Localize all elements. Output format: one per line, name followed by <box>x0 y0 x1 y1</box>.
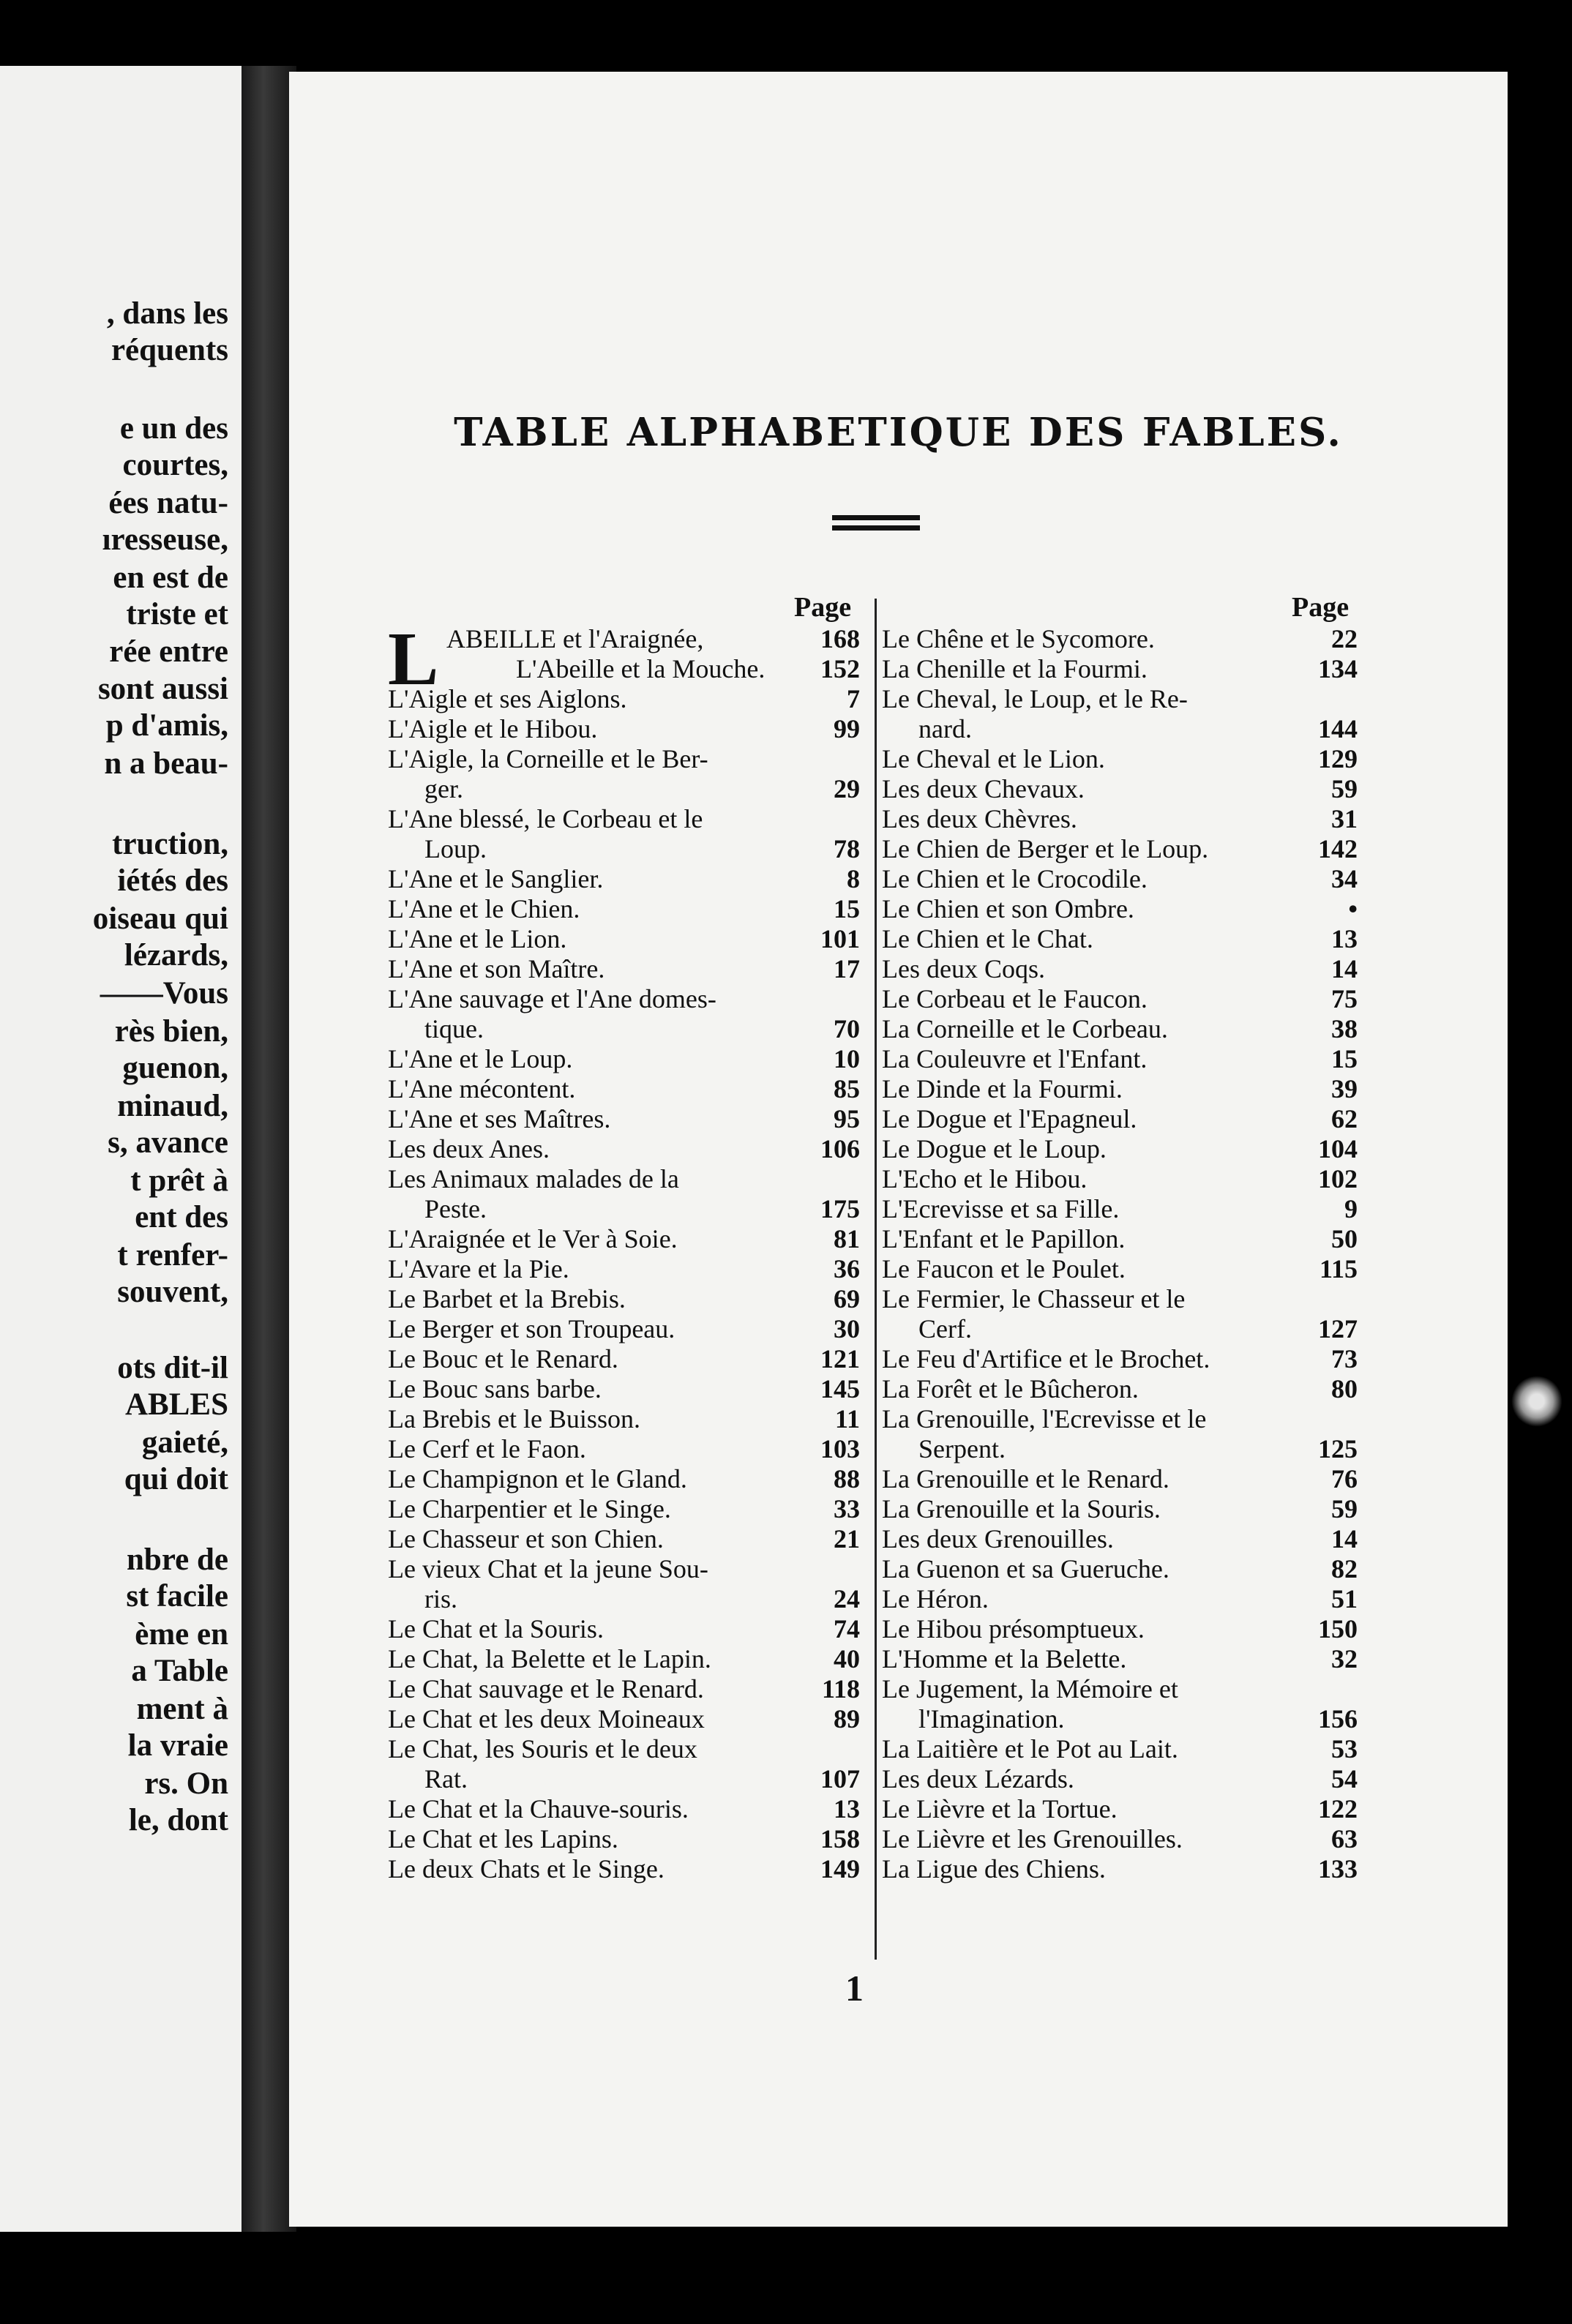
entry-title: L'Ane et ses Maîtres. <box>388 1104 611 1133</box>
entry-page: 115 <box>1319 1254 1358 1283</box>
entry-page: 9 <box>1344 1194 1358 1223</box>
facing-page-line: rès bien, <box>114 1014 228 1049</box>
entry-page: 50 <box>1331 1224 1358 1253</box>
entry-title: L'Ane sauvage et l'Ane domes- <box>388 984 716 1013</box>
entry-title: Le Chat et la Chauve-souris. <box>388 1794 689 1823</box>
entry-title: Les deux Chevaux. <box>882 774 1085 803</box>
entry-title: Les Animaux malades de la <box>388 1164 679 1193</box>
entry-title: Le Chat, la Belette et le Lapin. <box>388 1644 711 1673</box>
entry-title: La Couleuvre et l'Enfant. <box>882 1044 1148 1073</box>
index-entry <box>882 1254 1358 1284</box>
index-entry <box>882 984 1358 1014</box>
entry-page: 8 <box>847 864 860 893</box>
facing-page-line: minaud, <box>117 1089 228 1123</box>
index-entry <box>882 714 1358 744</box>
index-entry <box>388 1134 860 1164</box>
entry-page: 158 <box>820 1824 860 1853</box>
index-entry <box>882 1764 1358 1794</box>
entry-title: nard. <box>918 714 972 743</box>
index-entry <box>882 624 1358 654</box>
facing-page-line: ıresseuse, <box>102 522 228 557</box>
index-entry <box>388 654 860 684</box>
entry-page: 59 <box>1331 774 1358 803</box>
entry-title: Le Corbeau et le Faucon. <box>882 984 1148 1013</box>
index-entry <box>388 1254 860 1284</box>
entry-title: Le Chêne et le Sycomore. <box>882 624 1155 653</box>
entry-title: Le Héron. <box>882 1584 989 1613</box>
index-entry <box>882 864 1358 894</box>
entry-page: 38 <box>1331 1014 1358 1043</box>
entry-page: 22 <box>1331 624 1358 653</box>
facing-page-line: rs. On <box>144 1766 228 1801</box>
entry-title: Le Cheval et le Lion. <box>882 744 1105 773</box>
entry-title: L'Ecrevisse et sa Fille. <box>882 1194 1120 1223</box>
entry-title: Le Dinde et la Fourmi. <box>882 1074 1123 1103</box>
facing-page-fragment <box>0 66 242 2232</box>
column-divider <box>875 599 877 1960</box>
entry-title: Le deux Chats et le Singe. <box>388 1854 665 1883</box>
entry-page: 17 <box>834 954 860 983</box>
index-entry <box>388 834 860 864</box>
entry-page: 150 <box>1318 1614 1358 1643</box>
facing-page-line: e un des <box>119 411 228 446</box>
index-entry <box>882 1824 1358 1854</box>
index-entry <box>882 1644 1358 1674</box>
entry-title: L'Avare et la Pie. <box>388 1254 569 1283</box>
facing-page-line: iétés des <box>117 863 228 898</box>
entry-page: 33 <box>834 1494 860 1523</box>
entry-page: 24 <box>834 1584 860 1613</box>
entry-title: L'Enfant et le Papillon. <box>882 1224 1126 1253</box>
facing-page-line: en est de <box>113 561 228 595</box>
entry-page: 13 <box>1331 924 1358 953</box>
entry-page: 10 <box>834 1044 860 1073</box>
entry-title: Le Cheval, le Loup, et le Re- <box>882 684 1188 713</box>
facing-page-line: t prêt à <box>130 1163 228 1198</box>
index-entry <box>882 1704 1358 1734</box>
index-entry <box>388 1464 860 1494</box>
title-rule-bottom <box>832 525 920 531</box>
entry-title: L'Homme et la Belette. <box>882 1644 1127 1673</box>
entry-page: 89 <box>834 1704 860 1733</box>
index-entry <box>388 954 860 984</box>
entry-title: La Grenouille et le Renard. <box>882 1464 1169 1493</box>
index-entry <box>882 684 1358 714</box>
facing-page-line: st facile <box>126 1579 228 1613</box>
entry-title: L'Aigle et le Hibou. <box>388 714 598 743</box>
entry-page: 31 <box>1331 804 1358 833</box>
index-entry <box>388 1764 860 1794</box>
facing-page-line: s, avance <box>108 1125 228 1160</box>
entry-page: 14 <box>1331 954 1358 983</box>
entry-title: Le Charpentier et le Singe. <box>388 1494 671 1523</box>
entry-title: Le Bouc sans barbe. <box>388 1374 602 1403</box>
facing-page-line: rée entre <box>109 634 228 669</box>
entry-title: Le Chat et les Lapins. <box>388 1824 618 1853</box>
index-entry <box>882 1164 1358 1194</box>
entry-title: Le Chien de Berger et le Loup. <box>882 834 1209 863</box>
index-entry <box>882 1284 1358 1314</box>
index-entry <box>388 1794 860 1824</box>
entry-page: 32 <box>1331 1644 1358 1673</box>
index-entry <box>388 1044 860 1074</box>
entry-title: L'Echo et le Hibou. <box>882 1164 1088 1193</box>
entry-page: 129 <box>1318 744 1358 773</box>
entry-page: 102 <box>1318 1164 1358 1193</box>
entry-title: l'Imagination. <box>918 1704 1065 1733</box>
entry-title: Le Chat sauvage et le Renard. <box>388 1674 704 1703</box>
facing-page-line: n a beau- <box>104 746 228 781</box>
entry-title: La Corneille et le Corbeau. <box>882 1014 1168 1043</box>
entry-title: La Ligue des Chiens. <box>882 1854 1106 1883</box>
index-entry <box>882 1224 1358 1254</box>
index-entry <box>388 1674 860 1704</box>
entry-page: 7 <box>847 684 860 713</box>
entry-page: 144 <box>1318 714 1358 743</box>
index-entry <box>388 1734 860 1764</box>
left-index-column <box>388 617 860 1884</box>
facing-page-line: ABLES <box>124 1387 228 1422</box>
entry-title: Le Chien et le Crocodile. <box>882 864 1148 893</box>
index-entry <box>388 1164 860 1194</box>
entry-page: 145 <box>820 1374 860 1403</box>
index-entry <box>882 1194 1358 1224</box>
entry-page: 104 <box>1318 1134 1358 1163</box>
index-entry <box>388 1824 860 1854</box>
index-entry <box>882 894 1358 924</box>
drop-cap: L <box>388 617 439 701</box>
index-entry <box>388 774 860 804</box>
entry-title: Les deux Coqs. <box>882 954 1045 983</box>
entry-title: Loup. <box>424 834 487 863</box>
entry-page: 122 <box>1318 1794 1358 1823</box>
index-entry <box>882 1494 1358 1524</box>
entry-title: tique. <box>424 1014 484 1043</box>
entry-page: 69 <box>834 1284 860 1313</box>
entry-title: Peste. <box>424 1194 487 1223</box>
title-rule-top <box>832 515 920 520</box>
entry-title: La Chenille et la Fourmi. <box>882 654 1148 683</box>
entry-page: 15 <box>834 894 860 923</box>
entry-title: Le Chien et le Chat. <box>882 924 1093 953</box>
index-entry <box>388 1194 860 1224</box>
facing-page-line: ment à <box>136 1692 228 1726</box>
entry-title: Le Dogue et l'Epagneul. <box>882 1104 1137 1133</box>
entry-page: 149 <box>820 1854 860 1883</box>
index-entry <box>388 894 860 924</box>
entry-title: Le Chien et son Ombre. <box>882 894 1134 923</box>
index-entry <box>388 1224 860 1254</box>
index-entry <box>388 1014 860 1044</box>
index-entry <box>388 624 860 654</box>
index-entry <box>388 984 860 1014</box>
entry-title: L'Ane blessé, le Corbeau et le <box>388 804 703 833</box>
entry-page: 103 <box>820 1434 860 1463</box>
index-entry <box>882 1464 1358 1494</box>
entry-title: Rat. <box>424 1764 468 1793</box>
entry-title: L'Aigle et ses Aiglons. <box>388 684 627 713</box>
index-entry <box>388 1704 860 1734</box>
entry-title: L'Ane et le Sanglier. <box>388 864 604 893</box>
index-entry <box>882 744 1358 774</box>
index-entry <box>388 1404 860 1434</box>
entry-page: 13 <box>834 1794 860 1823</box>
entry-title: Le Lièvre et la Tortue. <box>882 1794 1118 1823</box>
entry-page: 53 <box>1331 1734 1358 1763</box>
entry-page: 121 <box>820 1344 860 1373</box>
entry-page: 73 <box>1331 1344 1358 1373</box>
index-entry <box>882 1524 1358 1554</box>
facing-page-line: t renfer- <box>117 1238 228 1272</box>
entry-title: Le vieux Chat et la jeune Sou- <box>388 1554 708 1583</box>
entry-title: Le Dogue et le Loup. <box>882 1134 1107 1163</box>
entry-title: Le Feu d'Artifice et le Brochet. <box>882 1344 1210 1373</box>
entry-title: La Guenon et sa Gueruche. <box>882 1554 1169 1583</box>
entry-page: 14 <box>1331 1524 1358 1553</box>
entry-page: 11 <box>834 1404 860 1433</box>
index-entry <box>388 744 860 774</box>
ink-blot <box>1511 1376 1562 1427</box>
entry-title: L'Ane mécontent. <box>388 1074 576 1103</box>
index-entry <box>882 1434 1358 1464</box>
facing-page-line: oiseau qui <box>92 902 228 936</box>
index-entry <box>882 1134 1358 1164</box>
index-entry <box>388 924 860 954</box>
entry-title: Le Hibou présomptueux. <box>882 1614 1145 1643</box>
entry-title: La Grenouille et la Souris. <box>882 1494 1161 1523</box>
entry-title: Les deux Chèvres. <box>882 804 1077 833</box>
entry-page: 85 <box>834 1074 860 1103</box>
entry-page: 78 <box>834 834 860 863</box>
facing-page-line: nbre de <box>127 1543 228 1577</box>
book-spine <box>242 66 296 2232</box>
entry-title: La Brebis et le Buisson. <box>388 1404 640 1433</box>
facing-page-line: a Table <box>131 1654 228 1688</box>
entry-page: 80 <box>1331 1374 1358 1403</box>
entry-page: 34 <box>1331 864 1358 893</box>
entry-title: Cerf. <box>918 1314 972 1343</box>
facing-page-line: réquents <box>111 333 228 367</box>
entry-title: La Laitière et le Pot au Lait. <box>882 1734 1178 1763</box>
entry-page: 54 <box>1331 1764 1358 1793</box>
index-entry <box>388 1524 860 1554</box>
entry-page: 82 <box>1331 1554 1358 1583</box>
entry-page: 39 <box>1331 1074 1358 1103</box>
facing-page-line: ées natu- <box>108 486 228 520</box>
index-entry <box>882 954 1358 984</box>
index-entry <box>388 1854 860 1884</box>
entry-page: 175 <box>820 1194 860 1223</box>
entry-page: 134 <box>1318 654 1358 683</box>
entry-title: Les deux Anes. <box>388 1134 550 1163</box>
index-entry <box>388 1314 860 1344</box>
index-entry <box>388 1644 860 1674</box>
index-entry <box>882 1044 1358 1074</box>
entry-page: 62 <box>1331 1104 1358 1133</box>
entry-title: Le Barbet et la Brebis. <box>388 1284 626 1313</box>
entry-page: 101 <box>820 924 860 953</box>
entry-page: 99 <box>834 714 860 743</box>
index-entry <box>882 834 1358 864</box>
entry-page: 51 <box>1331 1584 1358 1613</box>
entry-page: 15 <box>1331 1044 1358 1073</box>
entry-page: 95 <box>834 1104 860 1133</box>
index-entry <box>882 774 1358 804</box>
index-entry <box>882 1854 1358 1884</box>
entry-title: L'Ane et le Chien. <box>388 894 580 923</box>
entry-title: Le Chat et la Souris. <box>388 1614 604 1643</box>
entry-title: La Grenouille, l'Ecrevisse et le <box>882 1404 1207 1433</box>
entry-page: 125 <box>1318 1434 1358 1463</box>
entry-page: • <box>1348 894 1358 923</box>
index-entry <box>882 1794 1358 1824</box>
index-entry <box>882 804 1358 834</box>
index-entry <box>388 1614 860 1644</box>
entry-page: 63 <box>1331 1824 1358 1853</box>
index-entry <box>388 1494 860 1524</box>
entry-page: 40 <box>834 1644 860 1673</box>
page-title: TABLE ALPHABETIQUE DES FABLES. <box>454 410 1343 455</box>
entry-page: 76 <box>1331 1464 1358 1493</box>
entry-title: Le Chasseur et son Chien. <box>388 1524 664 1553</box>
entry-page: 156 <box>1318 1704 1358 1733</box>
entry-page: 81 <box>834 1224 860 1253</box>
entry-title: Le Chat et les deux Moineaux <box>388 1704 705 1733</box>
facing-page-line: guenon, <box>122 1051 228 1085</box>
entry-title: Le Bouc et le Renard. <box>388 1344 618 1373</box>
entry-title: ger. <box>424 774 463 803</box>
facing-page-line: la vraie <box>127 1728 228 1763</box>
entry-page: 152 <box>820 654 860 683</box>
entry-title: Le Champignon et le Gland. <box>388 1464 687 1493</box>
index-entry <box>388 804 860 834</box>
facing-page-line: courtes, <box>122 448 228 482</box>
index-entry <box>882 1584 1358 1614</box>
entry-page: 30 <box>834 1314 860 1343</box>
index-entry <box>388 1104 860 1134</box>
index-entry <box>882 1734 1358 1764</box>
facing-page-line: souvent, <box>117 1275 228 1309</box>
entry-title: Le Lièvre et les Grenouilles. <box>882 1824 1183 1853</box>
entry-title: Le Cerf et le Faon. <box>388 1434 586 1463</box>
page-number: 1 <box>845 1968 864 2009</box>
entry-page: 107 <box>820 1764 860 1793</box>
entry-page: 75 <box>1331 984 1358 1013</box>
entry-page: 142 <box>1318 834 1358 863</box>
index-entry <box>388 1284 860 1314</box>
entry-title: L'Araignée et le Ver à Soie. <box>388 1224 678 1253</box>
index-entry <box>882 1374 1358 1404</box>
entry-title: L'Ane et le Lion. <box>388 924 567 953</box>
entry-page: 29 <box>834 774 860 803</box>
facing-page-line: truction, <box>112 827 228 861</box>
entry-page: 127 <box>1318 1314 1358 1343</box>
entry-title: Le Faucon et le Poulet. <box>882 1254 1126 1283</box>
index-entry <box>388 684 860 714</box>
entry-title: Le Jugement, la Mémoire et <box>882 1674 1178 1703</box>
index-entry <box>882 654 1358 684</box>
index-entry <box>882 1014 1358 1044</box>
entry-page: 88 <box>834 1464 860 1493</box>
index-entry <box>388 864 860 894</box>
index-entry <box>882 1104 1358 1134</box>
index-entry <box>388 714 860 744</box>
entry-title: L'Ane et son Maître. <box>388 954 605 983</box>
entry-title: Le Fermier, le Chasseur et le <box>882 1284 1186 1313</box>
index-entry <box>388 1434 860 1464</box>
entry-page: 106 <box>820 1134 860 1163</box>
facing-page-line: qui doit <box>124 1462 228 1496</box>
index-entry <box>882 1554 1358 1584</box>
index-entry <box>388 1554 860 1584</box>
entry-title: L'Aigle, la Corneille et le Ber- <box>388 744 708 773</box>
entry-page: 70 <box>834 1014 860 1043</box>
entry-page: 21 <box>834 1524 860 1553</box>
facing-page-line: lézards, <box>124 938 228 972</box>
index-entry <box>882 1674 1358 1704</box>
entry-page: 36 <box>834 1254 860 1283</box>
index-entry <box>882 1314 1358 1344</box>
entry-title: Le Chat, les Souris et le deux <box>388 1734 697 1763</box>
entry-title: Les deux Grenouilles. <box>882 1524 1114 1553</box>
index-entry <box>388 1074 860 1104</box>
entry-title: L'Ane et le Loup. <box>388 1044 573 1073</box>
facing-page-line: sont aussi <box>97 672 228 706</box>
facing-page-line: ——Vous <box>100 976 228 1011</box>
entry-page: 133 <box>1318 1854 1358 1883</box>
entry-title: Le Berger et son Troupeau. <box>388 1314 675 1343</box>
entry-title: Serpent. <box>918 1434 1006 1463</box>
index-entry <box>882 1404 1358 1434</box>
facing-page-line: p d'amis, <box>105 708 228 743</box>
facing-page-line: , dans les <box>106 296 228 331</box>
index-entry <box>882 1614 1358 1644</box>
facing-page-line: ots dit-il <box>117 1351 228 1385</box>
facing-page-line: ent des <box>135 1200 228 1234</box>
entry-title: L'Abeille et la Mouche. <box>516 654 766 683</box>
entry-title: La Forêt et le Bûcheron. <box>882 1374 1139 1403</box>
index-entry <box>882 1074 1358 1104</box>
facing-page-line: gaieté, <box>141 1425 228 1460</box>
right-index-column <box>882 624 1358 1884</box>
left-column-page-label: Page <box>794 592 852 623</box>
facing-page-line: le, dont <box>128 1803 228 1837</box>
entry-title: ris. <box>424 1584 457 1613</box>
entry-title: Les deux Lézards. <box>882 1764 1074 1793</box>
facing-page-line: ème en <box>135 1617 228 1652</box>
right-column-page-label: Page <box>1292 592 1350 623</box>
entry-title: ABEILLE et l'Araignée, <box>446 624 704 653</box>
entry-page: 118 <box>821 1674 860 1703</box>
index-page <box>289 72 1508 2227</box>
entry-page: 168 <box>820 624 860 653</box>
index-entry <box>882 924 1358 954</box>
facing-page-line: triste et <box>126 597 228 631</box>
index-entry <box>882 1344 1358 1374</box>
index-entry <box>388 1584 860 1614</box>
entry-page: 74 <box>834 1614 860 1643</box>
index-entry <box>388 1344 860 1374</box>
entry-page: 59 <box>1331 1494 1358 1523</box>
index-entry <box>388 1374 860 1404</box>
